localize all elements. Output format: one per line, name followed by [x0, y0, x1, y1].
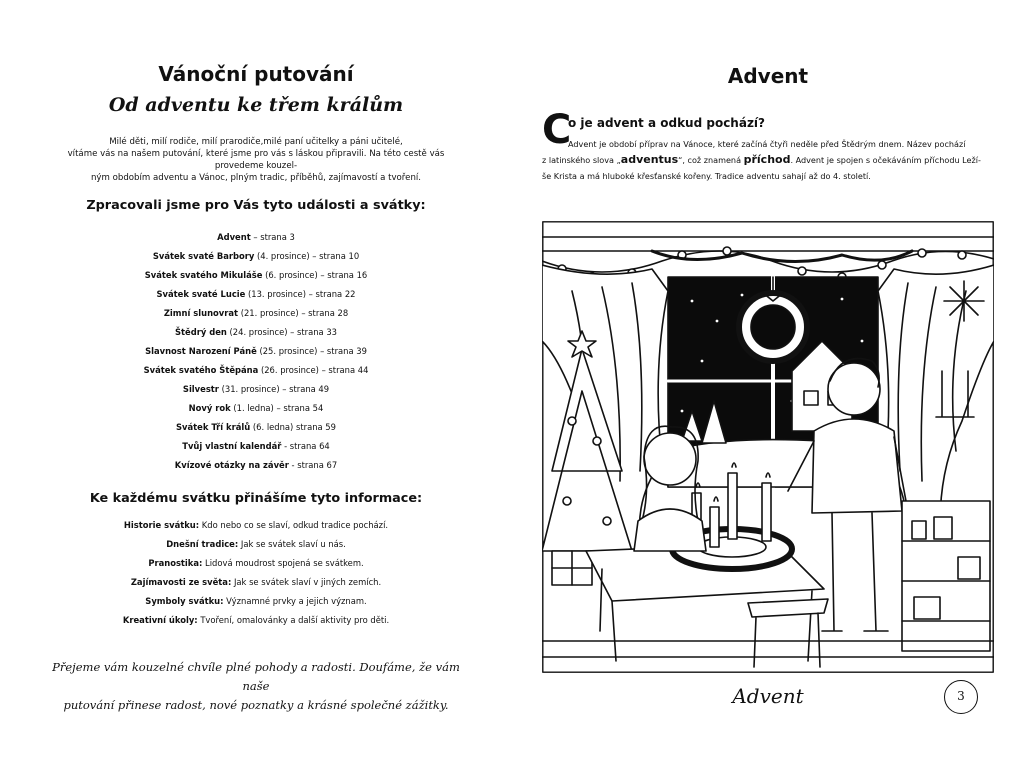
list-item: Historie svátku: Kdo nebo co se slaví, odkud tradice pochází.	[123, 520, 389, 530]
list-item: Svátek svatého Mikuláše (6. prosince) – strana 16	[144, 270, 368, 280]
list-item: Svátek svatého Štěpána (26. prosince) – strana 44	[143, 365, 369, 375]
list-item: Dnešní tradice: Jak se svátek slaví u nás.	[166, 539, 346, 549]
page-footer-title: Advent	[732, 684, 804, 708]
events-heading: Zpracovali jsme pro Vás tyto události a svátky:	[86, 198, 426, 213]
advent-coloring-illustration	[542, 221, 994, 673]
highlight-word: adventus	[620, 153, 679, 166]
list-item: Zimní slunovrat (21. prosince) – strana 28	[163, 308, 349, 318]
page-title: Advent	[727, 64, 809, 88]
page-number-badge: 3	[944, 680, 978, 714]
right-page	[512, 0, 1024, 768]
page-subtitle: Od adventu ke třem králům	[108, 94, 404, 116]
intro-paragraph	[60, 136, 452, 184]
intro-line: Milé děti, milí rodiče, milí prarodiče,milé paní učitelky a páni učitelé,	[109, 137, 403, 147]
events-list	[0, 228, 512, 475]
page-title: Vánoční putování	[158, 62, 354, 86]
list-item: Zajímavosti ze světa: Jak se svátek slaví v jiných zemích.	[130, 577, 382, 587]
list-item: Kvízové otázky na závěr - strana 67	[174, 460, 338, 470]
list-item: Svátek svaté Lucie (13. prosince) – strana 22	[156, 289, 356, 299]
intro-line: vítáme vás na našem putování, které jsme pro vás s láskou připravili. Na této cestě vás provedeme kouzel-	[67, 149, 445, 171]
paragraph-line: še Krista a má hluboké křesťanské kořeny. Tradice adventu sahají až do 4. století.	[542, 171, 871, 181]
list-item: Svátek svaté Barbory (4. prosince) – strana 10	[152, 251, 360, 261]
info-list	[0, 516, 512, 630]
section-question: o je advent a odkud pochází?	[568, 116, 766, 130]
paragraph-line: z latinského slova „adventus“, což znamená příchod. Advent je spojen s očekáváním příchodu Leží-	[542, 153, 981, 166]
closing-line: Přejeme vám kouzelné chvíle plné pohody a radosti. Doufáme, že vám naše	[52, 660, 460, 693]
closing-line: putování přinese radost, nové poznatky a krásné společné zážitky.	[63, 698, 449, 712]
list-item: Kreativní úkoly: Tvoření, omalovánky a další aktivity pro děti.	[122, 615, 390, 625]
list-item: Silvestr (31. prosince) – strana 49	[182, 384, 330, 394]
info-heading: Ke každému svátku přinášíme tyto informace:	[89, 491, 423, 506]
list-item: Pranostika: Lidová moudrost spojená se svátkem.	[148, 558, 364, 568]
list-item: Tvůj vlastní kalendář - strana 64	[182, 441, 330, 451]
list-item: Advent – strana 3	[217, 232, 295, 242]
list-item: Slavnost Narození Páně (25. prosince) – strana 39	[145, 346, 367, 356]
list-item: Štědrý den (24. prosince) – strana 33	[175, 327, 337, 337]
list-item: Symboly svátku: Významné prvky a jejich význam.	[145, 596, 367, 606]
drop-cap: C	[542, 107, 572, 153]
list-item: Svátek Tří králů (6. ledna) strana 59	[176, 422, 336, 432]
advent-paragraph	[542, 136, 992, 184]
list-item: Nový rok (1. ledna) – strana 54	[188, 403, 324, 413]
highlight-word: příchod	[743, 153, 791, 166]
intro-line: ným obdobím adventu a Vánoc, plným tradic, příběhů, zajímavostí a tvoření.	[90, 173, 422, 183]
closing-paragraph	[50, 658, 462, 715]
paragraph-line: Advent je období příprav na Vánoce, které začíná čtyři neděle před Štědrým dnem. Název pochází	[568, 139, 966, 149]
